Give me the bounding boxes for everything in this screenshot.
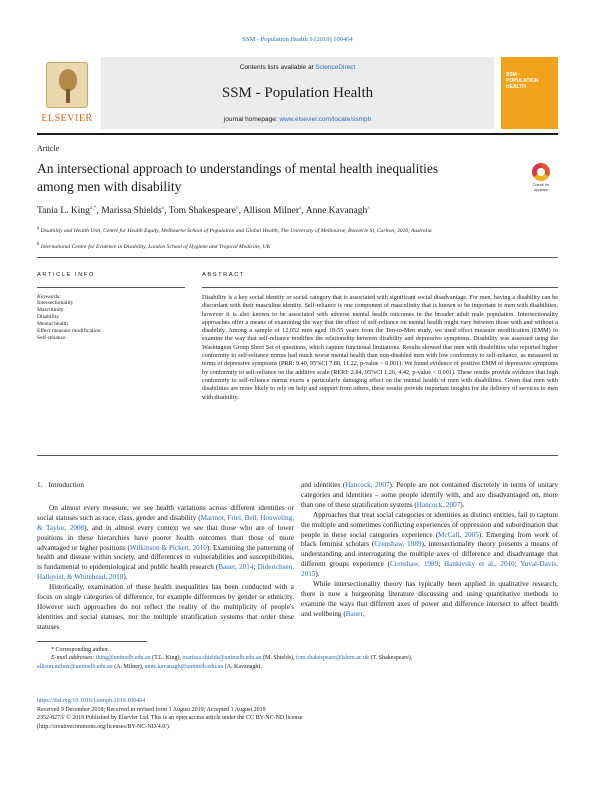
article-info-heading: ARTICLE INFO [37,272,95,278]
keywords-label: Keywords: [37,294,62,300]
keyword-item: Masculinity [37,307,64,313]
footnote-corresponding [37,646,558,654]
license-line: 2352-8273/ © 2019 Published by Elsevier Ltd. This is an open access article under the CC BY-NC-ND license [37,715,303,721]
article-info-panel [37,287,185,342]
citation-link[interactable]: Yuval-Davis, 2015 [301,560,558,579]
journal-reference[interactable]: SSM - Population Health 9 (2019) 100464 [242,36,353,43]
paragraph-text: ). Examining the patterning of health and disease within society, and differences in vulnerabilities and susceptibilities, is fundamental to epidemiological and public health research ( [37,543,294,572]
email-link[interactable]: tking@unimelb.edu.au [95,655,151,662]
homepage-line [101,116,494,123]
body-paragraph [301,511,558,580]
abstract-text: Disability is a key social identity or social category that is associated with significant social disadvantage. For men, having a disability can be discordant with their masculine identity. Self-reliance is one component of masculinity that is known to be important to men with disabilities, however it is also known to be associated with adverse mental health outcomes in the broader adult male population. Intersectionality approaches offer a means of examining the way that the effect of self-reliance on mental health might vary between those with and without a disability. Among a sample of 12,052 men aged 18-55 years from the Ten-to-Men study, we used effect measure modification (EMM) to examine the way that self-reliance modifies the relationship between disability and depressive symptoms. Disability was assessed using the Washington Group Short Set of questions, which capture functional limitations. Results showed that men with disabilities who reported higher conformity to self-reliance norms had much worse mental health than non-disabled men with low conformity to self-reliance, as measured in terms of depressive symptoms (PRR: 9.40, 95%CI 7.88, 11.22, p-value < 0.001). We found evidence of positive EMM of depressive symptoms by conformity to self-reliance on the additive scale (RERI: 2.84, 95%CI 1.26, 4.42, p-value < 0.001). These results provide evidence that high conformity to self-reliance norms exerts a particularly damaging effect on the mental health of men with disabilities. Given that men with disabilities are more likely to rely on help and support from others, these results provide important insights for the delivery of services to men with disability. [202,294,558,401]
footnote-emails [37,654,558,662]
homepage-link[interactable]: www.elsevier.com/locate/ssmph [279,116,372,123]
email-owner: (A. Milner), [112,663,145,670]
check-for-updates-button[interactable] [526,163,556,197]
keyword-list [37,300,185,342]
body-paragraph [37,583,294,633]
license-url[interactable]: (http://creativecommons.org/licenses/BY-NC-ND/4.0/). [37,723,171,730]
author-name[interactable]: Marissa Shields [101,206,162,217]
body-paragraph [301,580,558,620]
homepage-prefix: journal homepage: [223,116,280,123]
check-updates-label: Check for updates [532,182,550,192]
contents-prefix: Contents lists available at [239,64,316,71]
journal-cover-thumbnail[interactable] [501,57,558,129]
footnotes [37,646,558,671]
citation-link[interactable]: Bauer, [345,609,365,618]
header-rule [37,133,558,135]
cover-title: SSM - POPULATION HEALTH [506,72,539,90]
citation-link[interactable]: Hancock, 2007 [416,500,461,509]
check-updates-icon [532,163,550,181]
citation-link[interactable]: Diderichsen, Hallqvist, & Whitehead, 2018 [37,563,295,582]
paragraph-text: While intersectionality theory has typically been applied in qualitative research, there is now a burgeoning literature discussing and using quantitative methods to examine the ways that different axes of power and difference intersect to affect health and wellbeing ( [301,580,558,618]
author-sup[interactable]: b [235,205,239,211]
received-dates: Received 9 December 2018; Received in revised form 1 August 2019; Accepted 1 August 2019 [37,706,266,713]
author-list: Tania L. King$^{a,*}$, Marissa Shields$^a$, Tom Shakespeare$^b$, Allison Milner$^a$, Anne Kavanagh$^a$ [37,205,370,217]
section-number: 1. [37,481,43,489]
citation-link[interactable]: Hankivsky et al., 2010 [443,560,515,569]
keyword-item: Intersectionality [37,300,74,306]
journal-title: SSM - Population Health [221,85,374,101]
paragraph-text: ). [315,570,320,579]
abstract-end-rule [37,455,558,456]
email-label: E-mail addresses: [51,655,95,662]
corresponding-label: Corresponding author. [55,647,110,653]
citation-link[interactable]: Marmot, Friel, Bell, Houweling, & Taylor, 2008 [37,513,294,532]
abstract-panel [202,287,558,402]
paragraph-text: ). [460,500,465,509]
contents-line [101,64,494,71]
elsevier-wordmark: ELSEVIER [41,113,93,124]
author-name[interactable]: Tania L. King [37,206,90,217]
citation-link[interactable]: Wilkinson & Pickett, 2010 [129,543,207,552]
affiliation-sup: a [37,226,40,231]
paragraph-text: ), and in almost every context we see that those who are of lower positions in these hierarchies have poorer health outcomes than those of more advantaged or higher positions ( [37,523,295,552]
elsevier-logo[interactable] [37,57,97,129]
citation-link[interactable]: McCall, 2005 [438,530,479,539]
email-link[interactable]: tom.shakespeare@lshtm.ac.uk [296,655,370,662]
author-name[interactable]: Tom Shakespeare [168,206,236,217]
citation-link[interactable]: Hancock, 2007 [345,481,390,489]
paragraph-text: ; [514,560,521,569]
citation-link[interactable]: Bauer, 2014 [218,563,254,572]
paragraph-text: ). Emerging from work of black feminist scholars ( [301,530,558,549]
abstract-heading: ABSTRACT [202,272,245,278]
paragraph-text: Historically, examination of these health inequalities has been conducted with a focus on single categories of difference, for example differences by gender or ethnicity. However such approaches do not reflect the reality of the multiplicity of people's identities and social statuses, nor the multiple stratification systems that order these statuses [37,583,294,631]
email-link[interactable]: marissa.shields@unimelb.edu.au [182,655,262,662]
affiliation-text: International Centre for Evidence in Disability, London School of Hygiene and Tropical Medicine, UK [40,243,271,250]
author-name[interactable]: Allison Milner [242,206,300,217]
keyword-item: Effect measure modification [37,328,101,334]
section-title: Introduction [48,481,84,489]
email-owner: (M. Shields), [261,655,297,662]
article-type: Article [37,144,60,153]
keyword-item: Disability [37,314,60,320]
paragraph-text: Approaches that treat social categories or identities as distinct entities, fail to capture the multiple and sometimes conflicting experiences of oppression and subordination that people in these social categories experience ( [301,510,558,539]
affiliation-text: Disability and Health Unit, Centre for Health Equity, Melbourne School of Population and Global Health, The University of Melbourne, Bouverie St, Carlton, 3010, Australia [40,227,432,234]
paragraph-text: ), intersectionality theory presents a means of understanding and interrogating the multiple axes of difference and disadvantage that different groups experience ( [301,540,558,569]
body-column-right [301,481,558,620]
paragraph-text: ; [438,560,444,569]
sciencedirect-link[interactable]: ScienceDirect [315,64,356,71]
email-link[interactable]: anne.kavanagh@unimelb.edu.au [144,663,224,670]
citation-link[interactable]: Crenshaw, 1989 [374,540,422,549]
affiliation-sup: b [37,242,40,247]
paragraph-text: ). People are not contained discretely in terms of unitary categories and identities – some people identify with, and are disadvantaged on, more than one of these stratification systems ( [301,481,559,509]
body-paragraph [37,504,294,583]
citation-link[interactable]: Crenshaw, 1989 [390,560,439,569]
author-sup[interactable]: a [299,205,302,211]
section-heading [37,481,294,491]
author-sup[interactable]: a [161,205,165,211]
article-title: An intersectional approach to understandings of mental health inequalities among men with disability [37,161,439,194]
paragraph-text: ; [253,563,258,572]
article-metadata [37,697,558,731]
paragraph-text: ). [123,573,128,582]
doi-link[interactable]: https://doi.org/10.1016/j.ssmph.2019.100464 [37,698,146,704]
paragraph-text: and identities ( [301,481,346,489]
affiliation-rule [37,257,558,258]
footnote-emails-continued [37,663,558,671]
email-link[interactable]: allison.milner@unimelb.edu.au [37,663,113,670]
email-owner: (A. Kavanagh). [223,663,262,670]
footnote-rule [37,641,147,642]
masthead-center [101,57,494,129]
author-sup[interactable]: a,* [89,205,97,211]
email-owner: (T. Shakespeare), [369,655,413,662]
author-name[interactable]: Anne Kavanagh [305,206,368,217]
body-column-left [37,481,294,633]
paragraph-text: On almost every measure, we see health variations across different identities or social statuses such as race, class, gender and disability ( [37,503,294,522]
email-owner: (T.L. King), [150,655,183,662]
affiliation [37,241,558,251]
affiliation [37,225,558,235]
keyword-item: Mental health [37,321,68,327]
author-sup[interactable]: a [367,205,370,211]
keyword-item: Self-reliance [37,335,66,341]
body-paragraph [301,481,558,511]
elsevier-tree-icon [46,62,88,108]
journal-masthead [37,57,558,129]
asterisk-marker: * [51,647,56,653]
